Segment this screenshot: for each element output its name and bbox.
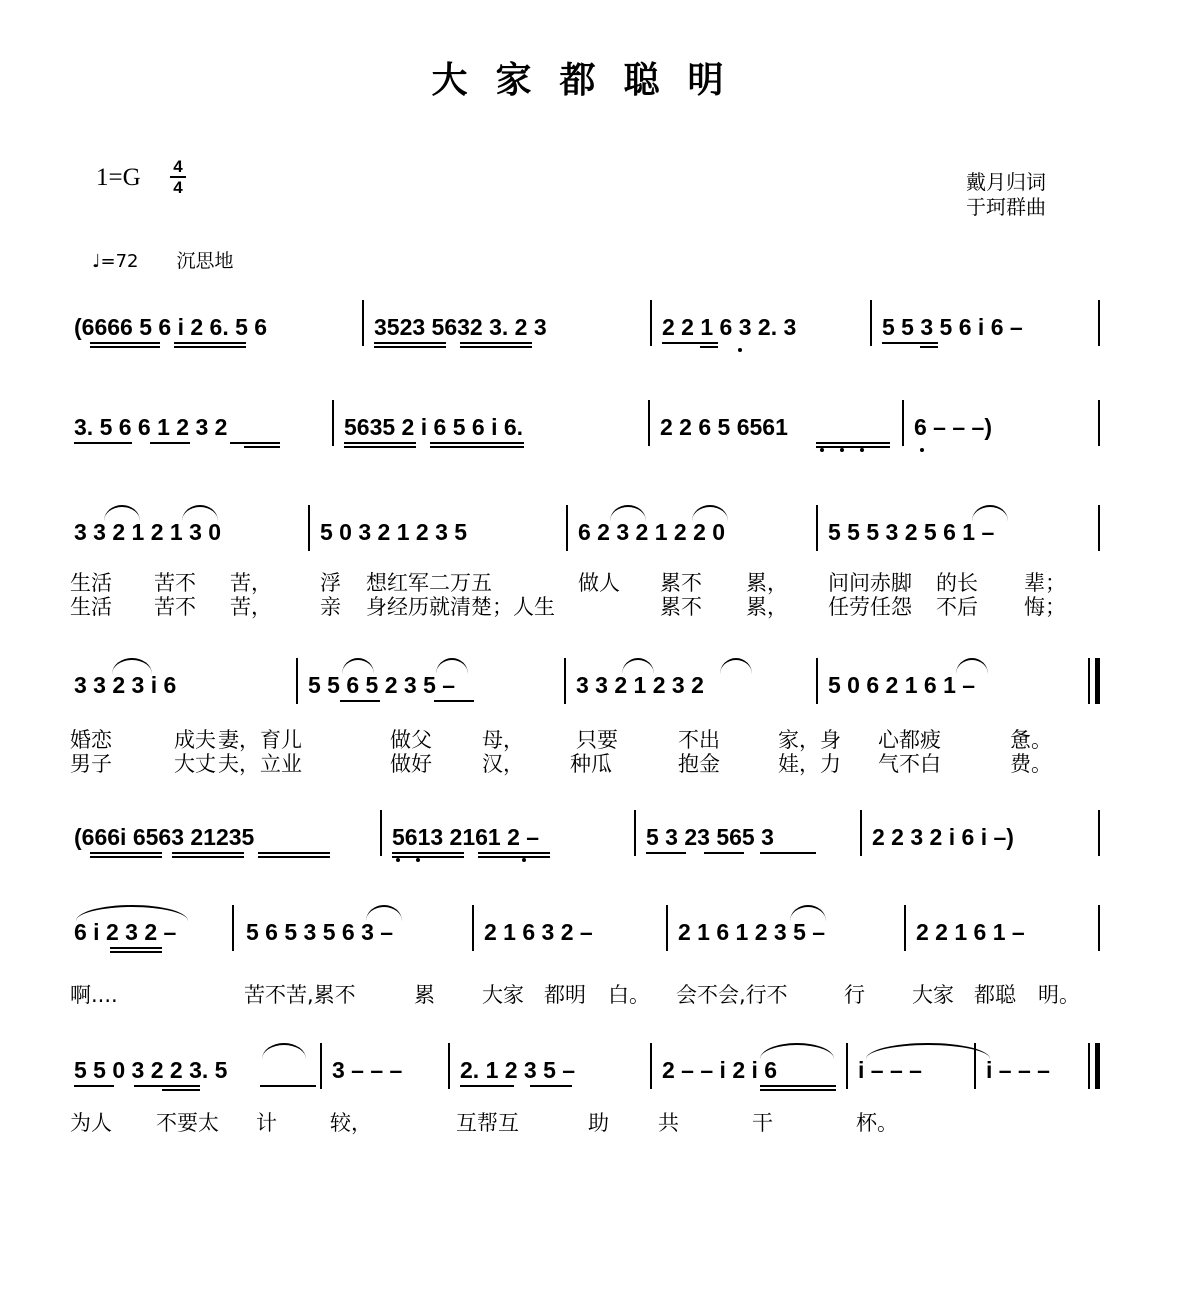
lyric-syllable: 费。 — [1010, 752, 1052, 776]
measure: 2 1 6 3 2 – — [484, 919, 593, 945]
composer-credit: 于珂群曲 — [966, 195, 1046, 219]
song-title: 大家都聪明 — [431, 59, 752, 101]
measure: 5 5 6 5 2 3 5 – — [308, 672, 456, 698]
lyrics-verse-2 — [70, 591, 1105, 617]
measure: 2 2 1 6 1 – — [916, 919, 1025, 945]
lyric-syllable: 大丈 — [174, 752, 216, 776]
measure: i – – – — [986, 1057, 1050, 1083]
measure: 5 0 6 2 1 6 1 – — [828, 672, 976, 698]
measure: 2 1 6 1 2 3 5 – — [678, 919, 826, 945]
lyric-syllable: 行 — [844, 983, 865, 1007]
notation-line — [70, 300, 1105, 360]
time-signature — [170, 158, 186, 196]
measure: 3 3 2 1 2 3 2 — [576, 672, 704, 698]
notation-line — [70, 658, 1105, 718]
lyric-syllable: 的长 — [936, 571, 978, 595]
measure: 3 – – – — [332, 1057, 403, 1083]
lyric-syllable: 苦， — [230, 595, 272, 619]
measure: (6666 5 6 i 2 6. 5 6 — [74, 314, 268, 340]
lyric-syllable: 男子 — [70, 752, 112, 776]
lyric-syllable: 累， — [746, 595, 788, 619]
lyric-syllable: 做人 — [578, 571, 620, 595]
lyric-syllable: 不后 — [936, 595, 978, 619]
measure: 5 0 3 2 1 2 3 5 — [320, 519, 468, 545]
measure: 3 3 2 3 i 6 — [74, 672, 177, 698]
lyric-syllable: 啊.... — [70, 983, 118, 1007]
lyric-syllable: 家，身 — [778, 728, 841, 752]
lyrics-line — [70, 1107, 1105, 1133]
lyric-syllable: 苦不 — [154, 571, 196, 595]
lyric-syllable: 较， — [330, 1111, 372, 1135]
measure: 3 3 2 1 2 1 3 0 — [74, 519, 222, 545]
lyrics-verse-1 — [70, 724, 1105, 750]
lyric-syllable: 娃，力 — [778, 752, 841, 776]
measure: 2 2 1 6 3 2. 3 — [662, 314, 797, 340]
lyric-syllable: 杯。 — [856, 1111, 898, 1135]
lyrics-verse-1 — [70, 567, 1105, 593]
lyric-syllable: 亲 — [320, 595, 341, 619]
lyric-syllable: 大家 — [912, 983, 954, 1007]
notation-line — [70, 810, 1105, 870]
measure: 2 2 3 2 i 6 i –) — [872, 824, 1014, 850]
lyric-syllable: 苦， — [230, 571, 272, 595]
measure: 6 2 3 2 1 2 2 0 — [578, 519, 726, 545]
measure: 5635 2 i 6 5 6 i 6. — [344, 414, 524, 440]
lyric-syllable: 白。 — [608, 983, 650, 1007]
lyric-syllable: 身经历就清楚；人生 — [366, 595, 555, 619]
notation-line — [70, 505, 1105, 565]
lyric-syllable: 做父 — [390, 728, 432, 752]
lyric-syllable: 累 — [414, 983, 435, 1007]
key-signature: 1=G — [96, 164, 141, 191]
lyric-syllable: 任劳任怨 — [828, 595, 912, 619]
measure: 3. 5 6 6 1 2 3 2 — [74, 414, 228, 440]
lyric-syllable: 不要太 — [156, 1111, 219, 1135]
measure: 5 3 23 565 3 — [646, 824, 774, 850]
lyric-syllable: 夫，立业 — [218, 752, 302, 776]
expression-mark: 沉思地 — [176, 250, 234, 272]
measure: 5 6 5 3 5 6 3 – — [246, 919, 394, 945]
measure: i – – – — [858, 1057, 922, 1083]
lyric-syllable: 明。 — [1038, 983, 1080, 1007]
lyrics-verse-2 — [70, 748, 1105, 774]
lyric-syllable: 都明 — [544, 983, 586, 1007]
notation-line — [70, 905, 1105, 965]
time-signature-bottom: 4 — [173, 178, 183, 197]
lyric-syllable: 惫。 — [1010, 728, 1052, 752]
lyric-syllable: 共 — [658, 1111, 679, 1135]
tempo-marking — [92, 246, 234, 273]
metronome-mark: ♩=72 — [92, 251, 139, 272]
measure: 5 5 5 3 2 5 6 1 – — [828, 519, 995, 545]
lyric-syllable: 累， — [746, 571, 788, 595]
measure: (666i 6563 21235 — [74, 824, 255, 850]
lyric-syllable: 抱金 — [678, 752, 720, 776]
lyric-syllable: 辈； — [1024, 571, 1066, 595]
time-signature-top: 4 — [173, 157, 183, 176]
measure: 2 2 6 5 6561 — [660, 414, 788, 440]
lyric-syllable: 心都疲 — [878, 728, 941, 752]
lyric-syllable: 浮 — [320, 571, 341, 595]
measure: 6 i 2 3 2 – — [74, 919, 177, 945]
lyric-syllable: 大家 — [482, 983, 524, 1007]
lyric-syllable: 做好 — [390, 752, 432, 776]
measure: 2 – – i 2 i 6 — [662, 1057, 778, 1083]
lyric-syllable: 想红军二万五 — [366, 571, 492, 595]
lyric-syllable: 悔； — [1024, 595, 1066, 619]
lyric-syllable: 都聪 — [974, 983, 1016, 1007]
lyric-syllable: 累不 — [660, 571, 702, 595]
lyric-syllable: 问问赤脚 — [828, 571, 912, 595]
lyric-syllable: 妻，育儿 — [218, 728, 302, 752]
lyric-syllable: 种瓜 — [570, 752, 612, 776]
lyric-syllable: 生活 — [70, 571, 112, 595]
lyric-syllable: 只要 — [576, 728, 618, 752]
credits — [966, 170, 1046, 220]
measure: 5 5 3 5 6 i 6 – — [882, 314, 1023, 340]
lyric-syllable: 汉， — [482, 752, 524, 776]
measure: 5613 2161 2 – — [392, 824, 540, 850]
lyric-syllable: 婚恋 — [70, 728, 112, 752]
lyric-syllable: 不出 — [678, 728, 720, 752]
lyric-syllable: 母， — [482, 728, 524, 752]
lyric-syllable: 气不白 — [878, 752, 941, 776]
lyric-syllable: 生活 — [70, 595, 112, 619]
measure: 5 5 0 3 2 2 3. 5 — [74, 1057, 228, 1083]
lyric-syllable: 干 — [752, 1111, 773, 1135]
measure: 2. 1 2 3 5 – — [460, 1057, 576, 1083]
notation-line — [70, 1043, 1105, 1103]
lyric-syllable: 苦不苦,累不 — [244, 983, 356, 1007]
lyric-syllable: 为人 — [70, 1111, 112, 1135]
measure: 6 – – –) — [914, 414, 992, 440]
lyric-syllable: 苦不 — [154, 595, 196, 619]
lyric-syllable: 会不会,行不 — [676, 983, 788, 1007]
measure: 3523 5632 3. 2 3 — [374, 314, 547, 340]
lyric-syllable: 互帮互 — [456, 1111, 519, 1135]
lyricist-credit: 戴月归词 — [966, 170, 1046, 194]
lyric-syllable: 助 — [588, 1111, 609, 1135]
lyric-syllable: 成夫 — [174, 728, 216, 752]
lyric-syllable: 累不 — [660, 595, 702, 619]
lyrics-line — [70, 979, 1105, 1005]
notation-line — [70, 400, 1105, 460]
lyric-syllable: 计 — [256, 1111, 277, 1135]
